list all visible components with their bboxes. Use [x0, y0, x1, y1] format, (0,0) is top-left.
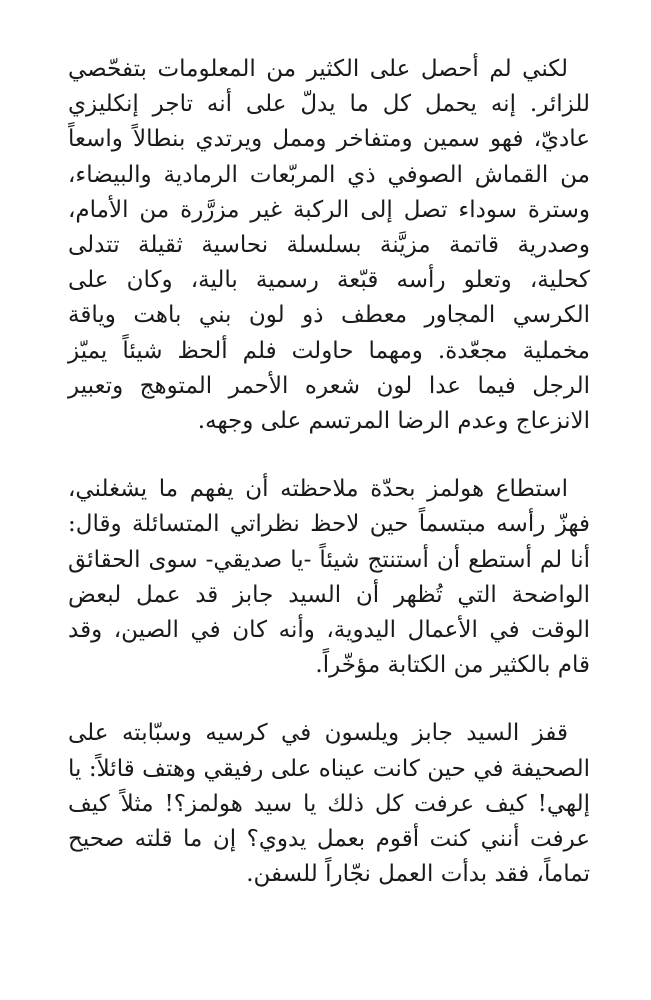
- paragraph-2: استطاع هولمز بحدّة ملاحظته أن يفهم ما يشغلني، فهزّ رأسه مبتسماً حين لاحظ نظراتي المتسائلة وقال: أنا لم أستطع أن أستنتج شيئاً -يا صديقي- سوى الحقائق الواضحة التي تُظهر أن السيد جابز قد عمل لبعض الوقت في الأعمال اليدوية، وأنه كان في الصين، وقد قام بالكثير من الكتابة مؤخّراً.: [68, 476, 590, 679]
- paragraph-3: قفز السيد جابز ويلسون في كرسيه وسبّابته على الصحيفة في حين كانت عيناه على رفيقي وهتف قائلاً: يا إلهي! كيف عرفت كل ذلك يا سيد هولمز؟! مثلاً كيف عرفت أنني كنت أقوم بعمل يدوي؟ إن ما قلته صحيح تماماً، فقد بدأت العمل نجّاراً للسفن.: [68, 720, 590, 888]
- paragraph-1: لكني لم أحصل على الكثير من المعلومات بتفحّصي للزائر. إنه يحمل كل ما يدلّ على أنه تاجر إنكليزي عاديّ، فهو سمين ومتفاخر وممل ويرتدي بنطالاً واسعاً من القماش الصوفي ذي المربّعات الرمادية والبيضاء، وسترة سوداء تصل إلى الركبة غير مزرَّرة من الأمام، وصدرية قاتمة مزيَّنة بسلسلة نحاسية ثقيلة تتدلى كحلية، وتعلو رأسه قبّعة رسمية بالية، وكان على الكرسي المجاور معطف ذو لون بني باهت وياقة مخملية مجعّدة. ومهما حاولت فلم ألحظ شيئاً يميّز الرجل فيما عدا لون شعره الأحمر المتوهج وتعبير الانزعاج وعدم الرضا المرتسم على وجهه.: [68, 56, 590, 435]
- book-page: [68, 52, 590, 892]
